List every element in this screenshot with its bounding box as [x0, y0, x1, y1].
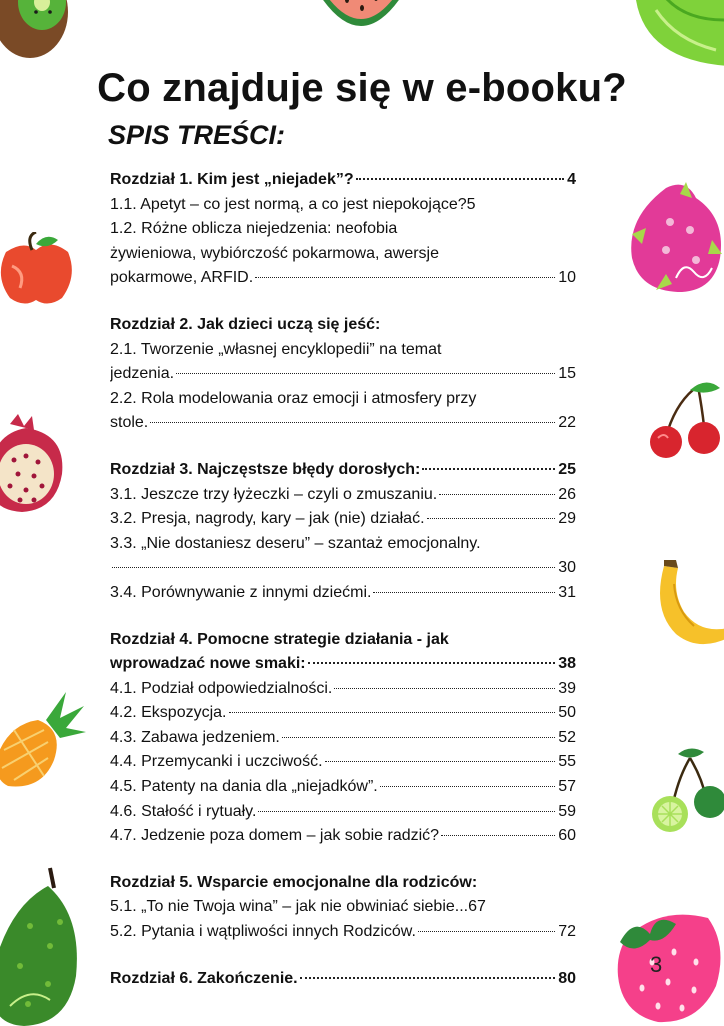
cherries-icon — [646, 380, 724, 462]
banana-icon — [648, 560, 724, 652]
watermelon-icon — [312, 0, 410, 36]
toc-section-3-1[interactable]: 3.1. Jeszcze trzy łyżeczki – czyli o zmuszaniu. 26 — [110, 485, 576, 503]
toc-section-2-2[interactable]: stole. 22 — [110, 414, 576, 432]
green-leaf-icon — [636, 0, 724, 68]
toc-section-4-4[interactable]: 4.4. Przemycanki i uczciwość. 55 — [110, 753, 576, 771]
toc-section-4-3[interactable]: 4.3. Zabawa jedzeniem. 52 — [110, 728, 576, 746]
toc-chapter-3[interactable]: Rozdział 3. Najczęstsze błędy dorosłych: 25 — [110, 460, 576, 478]
orange-pineapple-icon — [0, 690, 86, 790]
toc-chapter-4[interactable]: wprowadzać nowe smaki: 38 — [110, 655, 576, 673]
toc-section-1-2-line-2[interactable]: żywieniowa, wybiórczość pokarmowa, awersje — [110, 244, 440, 262]
toc-section-3-3-line-1[interactable]: 3.3. „Nie dostaniesz deseru” – szantaż emocjonalny. — [110, 534, 481, 552]
toc-section-2-2-line-1[interactable]: 2.2. Rola modelowania oraz emocji i atmosfery przy — [110, 389, 477, 407]
toc-section-4-6[interactable]: 4.6. Stałość i rytuały. 59 — [110, 802, 576, 820]
table-of-contents — [110, 168, 576, 991]
toc-section-2-1[interactable]: jedzenia. 15 — [110, 365, 576, 383]
toc-section-1-2-line-1[interactable]: 1.2. Różne oblicza niejedzenia: neofobia — [110, 220, 398, 238]
strawberry-icon — [612, 906, 724, 1024]
dragon-fruit-icon — [626, 178, 724, 296]
page-title: Co znajduje się w e-booku? — [97, 66, 627, 110]
toc-section-2-1-line-1[interactable]: 2.1. Tworzenie „własnej encyklopedii” na temat — [110, 340, 442, 358]
kiwi-icon — [0, 0, 74, 62]
pomegranate-icon — [0, 414, 68, 516]
toc-chapter-5[interactable]: Rozdział 5. Wsparcie emocjonalne dla rodziców: — [110, 873, 478, 891]
apple-icon — [0, 232, 74, 306]
toc-chapter-1[interactable]: Rozdział 1. Kim jest „niejadek”? 4 — [110, 171, 576, 188]
lime-cherries-icon — [648, 748, 724, 834]
toc-heading: SPIS TREŚCI: — [108, 120, 286, 150]
toc-section-5-1[interactable]: 5.1. „To nie Twoja wina” – jak nie obwiniać siebie... 67 — [110, 898, 486, 916]
toc-section-4-2[interactable]: 4.2. Ekspozycja. 50 — [110, 704, 576, 722]
toc-chapter-6[interactable]: Rozdział 6. Zakończenie. 80 — [110, 969, 576, 987]
toc-chapter-4-line-1[interactable]: Rozdział 4. Pomocne strategie działania - jak — [110, 630, 449, 648]
toc-section-3-4[interactable]: 3.4. Porównywanie z innymi dziećmi. 31 — [110, 583, 576, 601]
toc-section-3-2[interactable]: 3.2. Presja, nagrody, kary – jak (nie) działać. 29 — [110, 510, 576, 528]
toc-section-5-2[interactable]: 5.2. Pytania i wątpliwości innych Rodziców. 72 — [110, 923, 576, 941]
toc-chapter-2[interactable]: Rozdział 2. Jak dzieci uczą się jeść: — [110, 315, 381, 333]
toc-section-1-2[interactable]: pokarmowe, ARFID. 10 — [110, 269, 576, 287]
toc-section-1-1[interactable]: 1.1. Apetyt – co jest normą, a co jest niepokojące? 5 — [110, 195, 476, 213]
toc-section-4-5[interactable]: 4.5. Patenty na dania dla „niejadków”. 57 — [110, 778, 576, 796]
toc-section-4-7[interactable]: 4.7. Jedzenie poza domem – jak sobie radzić? 60 — [110, 827, 576, 845]
avocado-icon — [0, 866, 82, 1026]
toc-section-3-3[interactable]: 30 — [110, 556, 576, 581]
page-number: 3 — [650, 952, 663, 977]
toc-section-4-1[interactable]: 4.1. Podział odpowiedzialności. 39 — [110, 679, 576, 697]
